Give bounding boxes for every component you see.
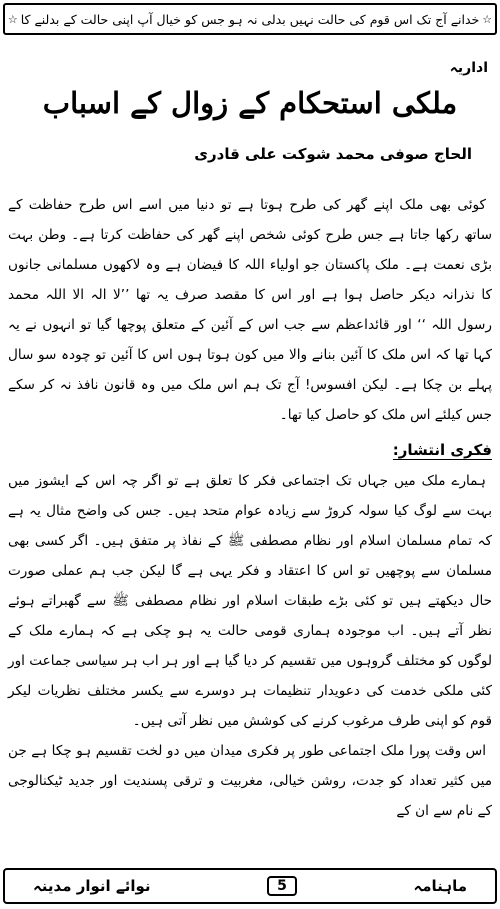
author-name: الحاج صوفی محمد شوکت علی قادری — [194, 145, 472, 163]
paragraph: اس وقت پورا ملک اجتماعی طور پر فکری میدان میں دو لخت تقسیم ہو چکا ہے جن میں کثیر تعداد کو جدت، روشن خیالی، مغربیت و ترقی پسندیت اور جدید ٹیکنالوجی کے نام سے ان کے — [8, 743, 492, 819]
subheading-text: فکری انتشار: — [392, 441, 492, 459]
banner-text: خدانے آج تک اس قوم کی حالت نہیں بدلی نہ ہو جس کو خیال آپ اپنی حالت کے بدلنے کا — [20, 11, 480, 27]
paragraph: ہمارے ملک میں جہاں تک اجتماعی فکر کا تعلق ہے تو اگر چہ اس کے ایشوز میں بہت سے لوگ کیا سولہ کروڑ سے زیادہ عوام متحد ہیں۔ جس کی واضح مثال یہ ہے کہ تمام مسلمان اسلام اور نظام مصطفی ﷺ کے نفاذ پر متفق ہیں۔ اگر کسی بھی مسلمان سے پوچھیں تو اس کا اعتقاد و فکر یہی ہے گا لیکن جب ہم عملی صورت حال دیکھتے ہیں تو کئی بڑے طبقات اسلام اور نظام مصطفی ﷺ سے گھبراتے ہوئے نظر آتے ہیں۔ اب موجودہ ہماری قومی حالت یہ ہو چکی ہے کہ ہمارے ملک کے لوگوں کو مختلف گروہوں میں تقسیم کر دیا گیا ہے اور ہر اب ہر سیاسی جماعت اور کئی ملکی خدمت کی دعویدار تنظیمات ہر دوسرے سے یکسر مختلف نظریات لیکر قوم کو اپنی طرف مرغوب کرنے کی کوشش میں نظر آتی ہیں۔ — [8, 473, 492, 729]
article-title: ملکی استحکام کے زوال کے اسباب — [42, 86, 458, 120]
section-label: اداریہ — [449, 60, 488, 76]
page-number: 5 — [267, 876, 297, 896]
subheading — [8, 436, 492, 464]
star-icon: ☆ — [482, 12, 493, 26]
top-banner — [3, 3, 497, 35]
star-icon: ☆ — [7, 12, 18, 26]
article-body — [8, 190, 492, 826]
footer-magazine-name: نوائے انوار مدینہ — [33, 877, 151, 895]
page-footer — [3, 868, 497, 904]
footer-magazine-label: ماہنامہ — [413, 877, 467, 895]
paragraph: کوئی بھی ملک اپنے گھر کی طرح ہوتا ہے تو دنیا میں اسے اس طرح حفاظت کے ساتھ رکھا جاتا ہے جس طرح کوئی شخص اپنے گھر کی حفاظت کرتا ہے۔ وطن بہت بڑی نعمت ہے۔ ملک پاکستان جو اولیاء اللہ کا فیضان ہے وہ لاکھوں مسلمانی جانوں کا نذرانہ دیکر حاصل ہوا ہے اور اس کا مقصد صرف یہ تھا ’’لا الہ الا اللہ محمد رسول اللہ ‘‘ اور قائداعظم سے جب اس کے آئین کے متعلق پوچھا گیا تو انہوں نے یہ کہا تھا کہ اس ملک کا آئین بنانے والا میں کون ہوتا ہوں اس کا آئین تو چودہ سو سال پہلے بن چکا ہے۔ لیکن افسوس! آج تک ہم اس ملک میں وہ قانون نافذ نہ کر سکے جس کیلئے اس ملک کو حاصل کیا تھا۔ — [8, 197, 492, 423]
